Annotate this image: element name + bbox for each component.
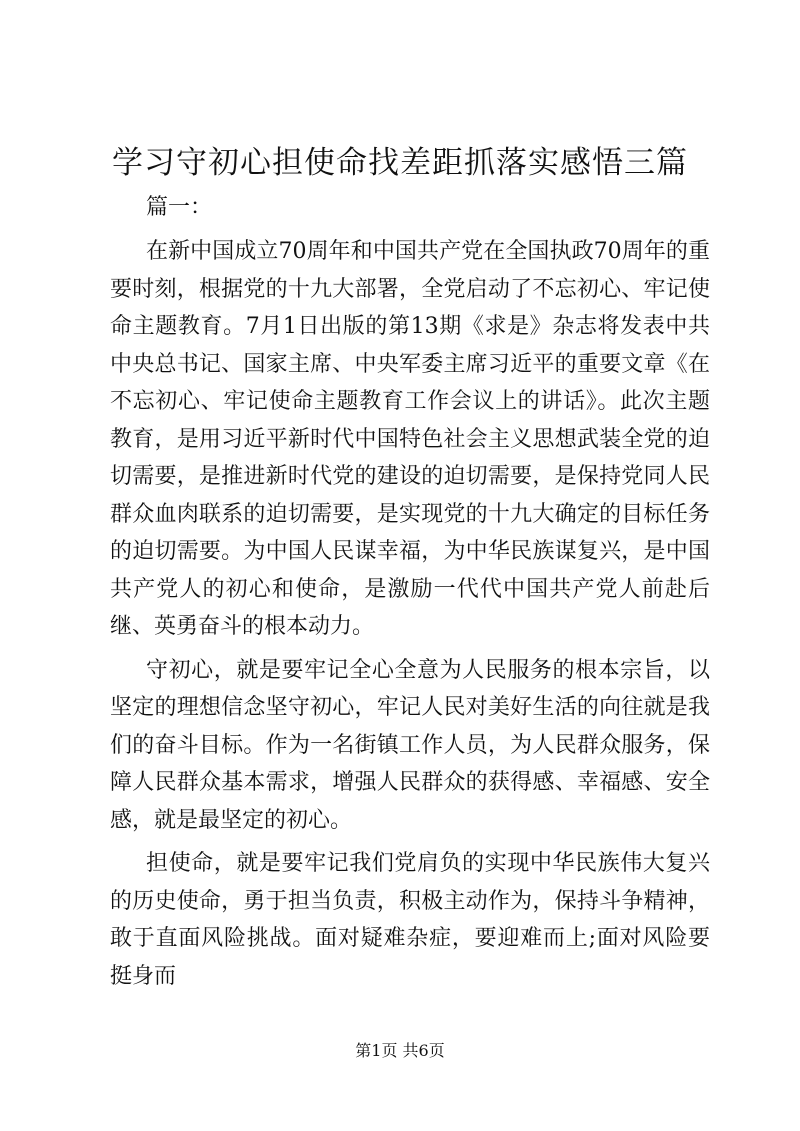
paragraph-1: 在新中国成立70周年和中国共产党在全国执政70周年的重要时刻，根据党的十九大部署，全党启动了不忘初心、牢记使命主题教育。7月1日出版的第13期《求是》杂志将发表中共中央总书记、国家主席、中央军委主席习近平的重要文章《在不忘初心、牢记使命主题教育工作会议上的讲话》。此次主题教育，是用习近平新时代中国特色社会主义思想武装全党的迫切需要，是推进新时代党的建设的迫切需要，是保持党同人民群众血肉联系的迫切需要，是实现党的十九大确定的目标任务的迫切需要。为中国人民谋幸福，为中华民族谋复兴，是中国共产党人的初心和使命，是激励一代代中国共产党人前赴后继、英勇奋斗的根本动力。 [110,239,710,639]
paragraph-2: 守初心，就是要牢记全心全意为人民服务的根本宗旨，以坚定的理想信念坚守初心，牢记人民对美好生活的向往就是我们的奋斗目标。作为一名街镇工作人员，为人民群众服务，保障人民群众基本需求，增强人民群众的获得感、幸福感、安全感，就是最坚定的初心。 [110,657,710,833]
section-heading: 篇一： [146,195,213,220]
document-title: 学习守初心担使命找差距抓落实感悟三篇 [112,145,688,181]
paragraph-3: 担使命，就是要牢记我们党肩负的实现中华民族伟大复兴的历史使命，勇于担当负责，积极主动作为，保持斗争精神，敢于直面风险挑战。面对疑难杂症，要迎难而上;面对风险要挺身而 [110,851,710,989]
document-body [110,184,710,1001]
page-footer: 第1页 共6页 [355,1041,445,1060]
